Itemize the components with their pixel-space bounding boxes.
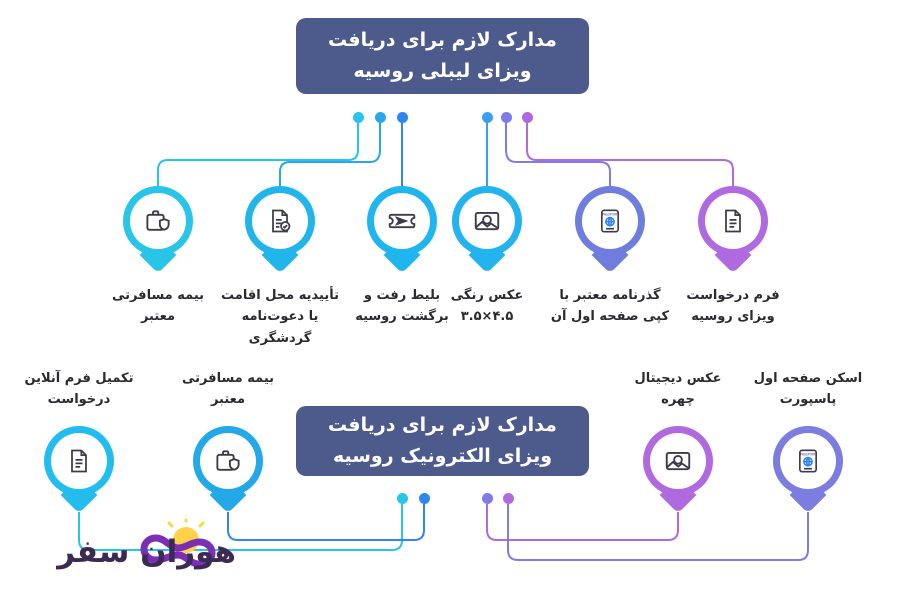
pin-label: فرم درخواست ویزای روسیه: [686, 288, 780, 325]
connector-dot: [419, 493, 430, 504]
pin-label: بیمه مسافرتی معتبر: [111, 288, 205, 325]
pin-label: تأییدیه محل اقامت یا دعوت‌نامه گردشگری: [221, 288, 339, 346]
pin-travel-insurance[interactable]: [123, 186, 193, 272]
pin-label: اسکن صفحه اول پاسپورت: [753, 371, 863, 408]
form-icon: [705, 193, 761, 249]
watermark-logo: [6, 512, 244, 594]
pin-label: عکس دیجیتال چهره: [634, 371, 722, 408]
connector-dot: [482, 112, 493, 123]
pin-label: تکمیل فرم آنلاین درخواست: [24, 371, 134, 408]
connector-dot: [375, 112, 386, 123]
connector-dot: [353, 112, 364, 123]
bottom-title-text: مدارک لازم برای دریافت ویزای الکترونیک روسیه: [328, 413, 557, 467]
pin-online-form-completion[interactable]: [44, 426, 114, 512]
svg-text:PASSPORT: PASSPORT: [602, 212, 618, 217]
connector-dot: [397, 493, 408, 504]
connector-dot: [522, 112, 533, 123]
passport-icon: [780, 433, 836, 489]
connector-dot: [501, 112, 512, 123]
pin-passport-scan[interactable]: [773, 426, 843, 512]
suitcase-shield-icon: [130, 193, 186, 249]
pin-round-trip-ticket[interactable]: [367, 186, 437, 272]
connector-dot: [397, 112, 408, 123]
pin-travel-insurance-evisa[interactable]: [193, 426, 263, 512]
pin-accommodation-confirmation[interactable]: [245, 186, 315, 272]
photo-icon: [459, 193, 515, 249]
pin-label: گذرنامه معتبر با کپی صفحه اول آن: [550, 288, 670, 325]
connector-dot: [503, 493, 514, 504]
suitcase-shield-icon: [200, 433, 256, 489]
pin-visa-application-form[interactable]: [698, 186, 768, 272]
top-title-box: [296, 18, 589, 94]
top-title-text: مدارک لازم برای دریافت ویزای لیبلی روسیه: [328, 28, 557, 82]
pin-valid-passport[interactable]: [575, 186, 645, 272]
connector-dot: [482, 493, 493, 504]
ticket-icon: [374, 193, 430, 249]
pin-label: عکس رنگی ۴.۵×۳.۵: [450, 288, 524, 325]
pin-label: بلیط رفت و برگشت روسیه: [355, 288, 449, 325]
document-check-icon: [252, 193, 308, 249]
svg-text:PASSPORT: PASSPORT: [800, 452, 816, 457]
watermark-text: هوران سفر: [57, 534, 236, 570]
passport-icon: [582, 193, 638, 249]
form-icon: [51, 433, 107, 489]
pin-digital-face-photo[interactable]: [643, 426, 713, 512]
bottom-title-box: [296, 406, 589, 476]
pin-color-photo[interactable]: [452, 186, 522, 272]
photo-icon: [650, 433, 706, 489]
pin-label: بیمه مسافرتی معتبر: [181, 371, 275, 408]
